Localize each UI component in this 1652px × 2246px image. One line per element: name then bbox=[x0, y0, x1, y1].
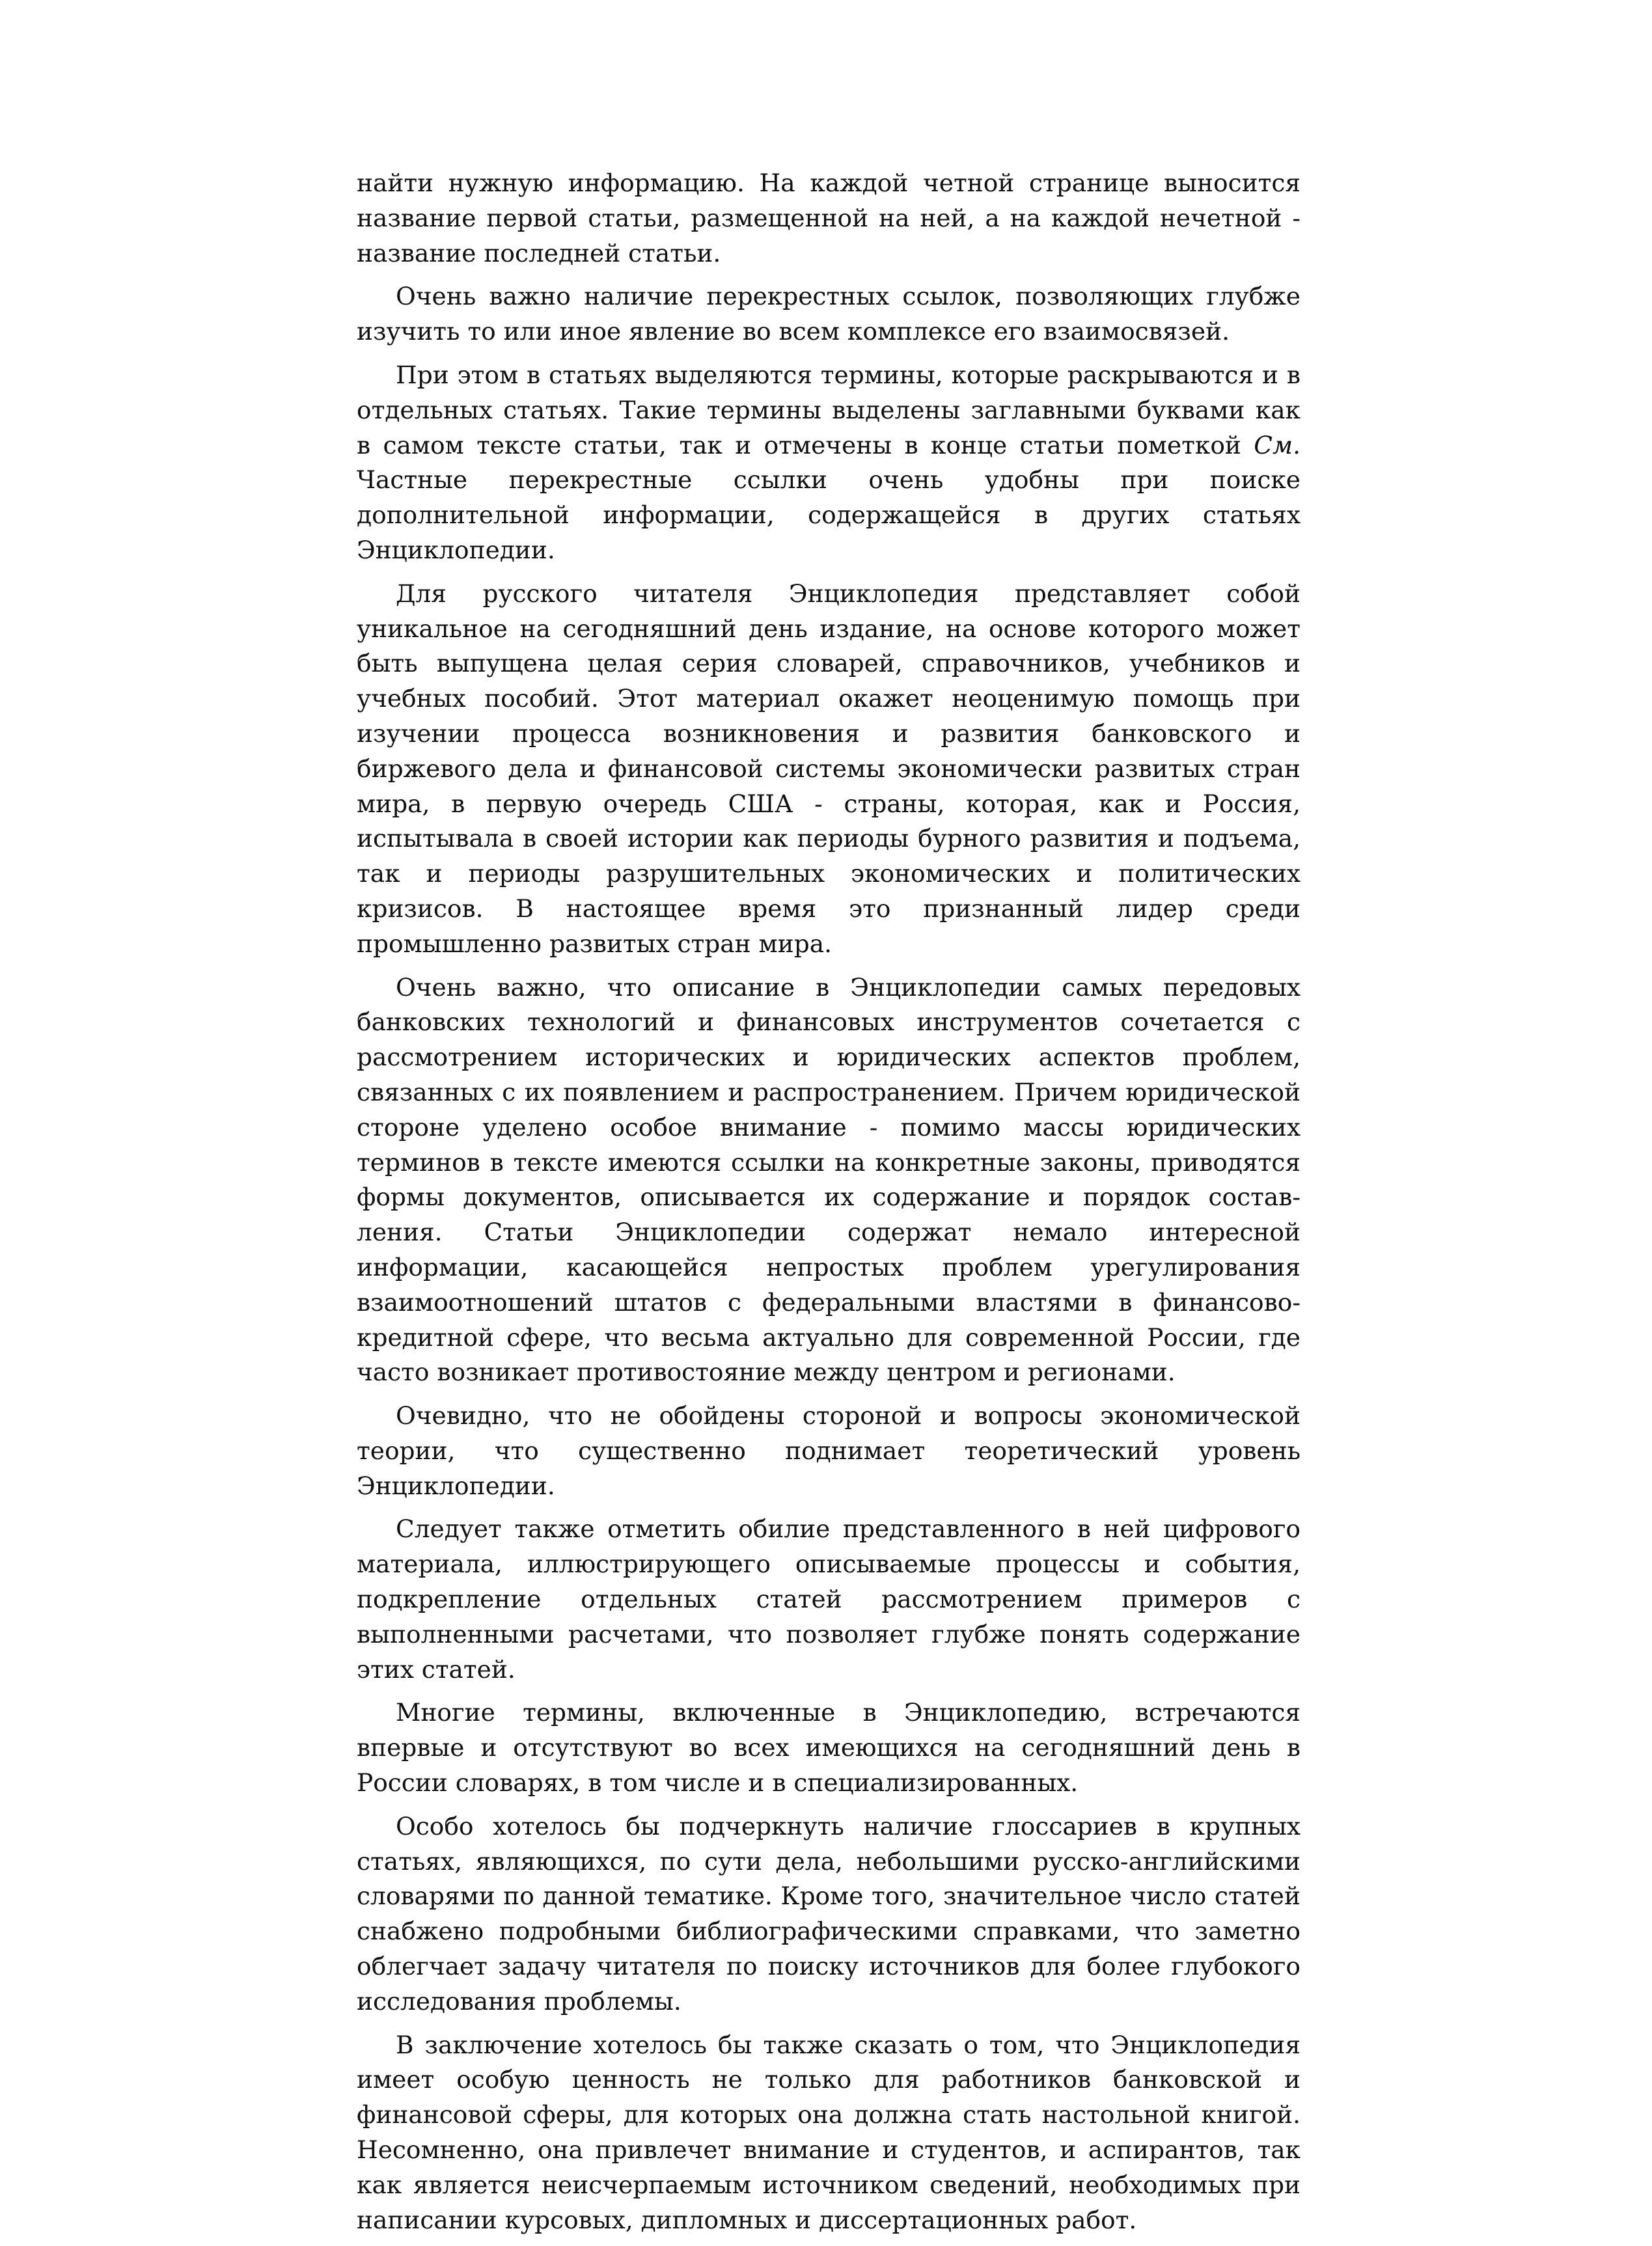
paragraph-7: Следует также отметить обилие представленного в ней цифрового материала, иллюстрирующего описываемые процессы и события, подкрепление отдельных статей рассмотрением примеров с выполненными расчетами, что позволяет глубже понять содержание этих статей. bbox=[357, 1514, 1301, 1684]
paragraph-3-text-after: Частные перекрестные ссылки очень удобны при поиске дополнительной информации, содержащейся в других статьях Энциклопедии. bbox=[357, 465, 1301, 564]
see-also-marker: См. bbox=[1254, 430, 1301, 459]
paragraph-10: В заключение хотелось бы также сказать о том, что Энциклопедия имеет особую ценность не только для работников банковской и финансовой сферы, для которых она должна стать настольной книгой. Несомненно, она привлечет внимание и студентов, и аспирантов, так как является неисчерпаемым источником сведений, необходимых при написании курсовых, дипломных и диссертационных работ. bbox=[357, 2030, 1301, 2234]
paragraph-5: Очень важно, что описание в Энциклопедии самых передовых банковских технологий и финансовых инструментов сочетается с рассмотрением исторических и юридических аспектов проблем, связанных с их появлением и распространением. Причем юридической стороне уделено особое внимание - помимо массы юридических терминов в тексте имеются ссылки на конкретные законы, приводятся формы документов, описывается их содержание и порядок составления. Статьи Энциклопедии содержат немало интересной информации, касающейся непростых проблем урегулирования взаимоотношений штатов с федеральными властями в финансово-кредитной сфере, что весьма актуально для современной России, где часто возникает противостояние между центром и регионами. bbox=[357, 972, 1301, 1387]
paragraph-6: Очевидно, что не обойдены стороной и вопросы экономической теории, что существенно поднимает теоретический уровень Энциклопедии. bbox=[357, 1401, 1301, 1500]
paragraph-9: Особо хотелось бы подчеркнуть наличие глоссариев в крупных статьях, являющихся, по сути дела, небольшими русско-английскими словарями по данной тематике. Кроме того, значительное число статей снабжено подробными библиографическими справками, что заметно облегчает задачу читателя по поиску источников для более глубокого исследования проблемы. bbox=[357, 1811, 1301, 2016]
paragraph-3-text-before: При этом в статьях выделяются термины, которые раскрываются и в отдельных статьях. Такие термины выделены заглавными буквами как в самом тексте статьи, так и отмечены в конце статьи пометкой bbox=[357, 360, 1301, 459]
paragraph-4: Для русского читателя Энциклопедия представляет собой уникальное на сегодняшний день издание, на основе которого может быть выпущена целая серия словарей, справочников, учебников и учебных пособий. Этот материал окажет неоценимую помощь при изучении процесса возникновения и развития банковского и биржевого дела и финансовой системы экономически развитых стран мира, в первую очередь США - страны, которая, как и Россия, испытывала в своей истории как периоды бурного развития и подъема, так и периоды разрушительных экономических и политических кризисов. В настоящее время это признанный лидер среди промышленно развитых стран мира. bbox=[357, 579, 1301, 958]
document-page bbox=[357, 166, 1301, 2246]
paragraph-1: найти нужную информацию. На каждой четной странице выносится название первой статьи, размещенной на ней, а на каждой нечетной - название последней статьи. bbox=[357, 169, 1301, 267]
paragraph-3 bbox=[357, 358, 1301, 568]
paragraph-2: Очень важно наличие перекрестных ссылок, позволяющих глубже изучить то или иное явление во всем комплексе его взаимосвязей. bbox=[357, 282, 1301, 346]
paragraph-8: Многие термины, включенные в Энциклопедию, встречаются впервые и отсутствуют во всех имеющихся на сегодняшний день в России словарях, в том числе и в специализированных. bbox=[357, 1698, 1301, 1798]
